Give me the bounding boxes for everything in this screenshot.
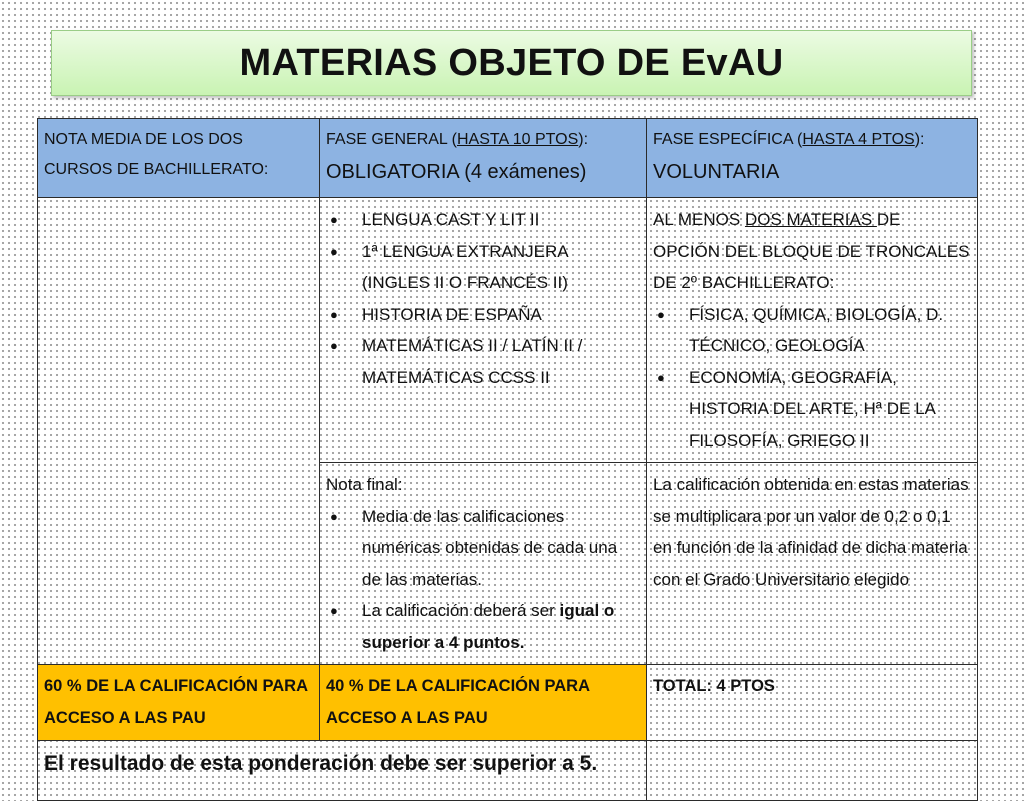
bullet-icon: ●: [330, 508, 338, 524]
bullet-icon: ●: [330, 212, 338, 227]
header-nota-line2: CURSOS DE BACHILLERATO:: [44, 161, 269, 178]
page-title: MATERIAS OBJETO DE EvAU: [239, 41, 784, 84]
specific-subjects-cell: [647, 198, 978, 463]
weight-60-text: 60 % DE LA CALIFICACIÓN PARA ACCESO A LAS PAU: [44, 677, 308, 727]
list-item: ● MATEMÁTICAS II / LATÍN II / MATEMÁTICAS CCSS II: [326, 330, 640, 393]
nota-final-cell: [320, 463, 647, 665]
subjects-row: [38, 198, 978, 463]
header-nota-media: [38, 119, 320, 198]
header-general-obligatoria: OBLIGATORIA (4 exámenes): [326, 161, 587, 183]
nota-final-label: Nota final:: [326, 475, 403, 494]
header-general-suffix: ):: [578, 131, 589, 148]
list-item: ● ECONOMÍA, GEOGRAFÍA, HISTORIA DEL ARTE, Hª DE LA FILOSOFÍA, GRIEGO II: [653, 362, 971, 457]
header-general-points: HASTA 10 PTOS: [457, 131, 579, 148]
header-especifica-prefix: FASE ESPECÍFICA (: [653, 131, 803, 148]
empty-nota-cell: [38, 198, 320, 665]
header-fase-especifica: [647, 119, 978, 198]
bullet-icon: ●: [657, 306, 665, 322]
specific-note-cell: [647, 463, 978, 665]
header-general-prefix: FASE GENERAL (: [326, 131, 457, 148]
header-especifica-suffix: ):: [914, 131, 925, 148]
specific-subjects-list: [653, 299, 971, 457]
general-subjects-list: [326, 204, 640, 393]
result-row: [38, 741, 978, 801]
nota-final-list: [326, 501, 640, 659]
bullet-icon: ●: [330, 306, 338, 322]
total-points: TOTAL: 4 PTOS: [653, 677, 775, 695]
evau-table: [37, 118, 978, 801]
list-item: ● La calificación deberá ser igual o superior a 4 puntos.: [326, 595, 640, 658]
weight-40-text: 40 % DE LA CALIFICACIÓN PARA ACCESO A LAS PAU: [326, 677, 590, 727]
header-row: [38, 119, 978, 198]
bullet-icon: ●: [657, 369, 665, 385]
title-banner: [51, 30, 972, 96]
bullet-icon: ●: [330, 243, 338, 259]
weight-60-cell: [38, 665, 320, 741]
weights-row: [38, 665, 978, 741]
list-item: ● Media de las calificaciones numéricas obtenidas de cada una de las materias.: [326, 501, 640, 596]
header-especifica-voluntaria: VOLUNTARIA: [653, 161, 780, 183]
total-cell: [647, 665, 978, 741]
list-item: ● LENGUA CAST Y LIT II: [326, 204, 640, 236]
list-item: ● FÍSICA, QUÍMICA, BIOLOGÍA, D. TÉCNICO, GEOLOGÍA: [653, 299, 971, 362]
header-especifica-points: HASTA 4 PTOS: [802, 131, 915, 148]
specific-note: La calificación obtenida en estas materias se multiplicara por un valor de 0,2 o 0,1 en función de la afinidad de dicha materia con el Grado Universitario elegido: [653, 475, 969, 589]
bullet-icon: ●: [330, 338, 338, 353]
list-item: ● 1ª LENGUA EXTRANJERA (INGLES II O FRANCÉS II): [326, 236, 640, 299]
header-fase-general: [320, 119, 647, 198]
list-item: ● HISTORIA DE ESPAÑA: [326, 299, 640, 331]
weight-40-cell: [320, 665, 647, 741]
bullet-icon: ●: [330, 603, 338, 618]
empty-result-cell: [647, 741, 978, 801]
result-cell: [38, 741, 647, 801]
header-nota-line1: NOTA MEDIA DE LOS DOS: [44, 131, 243, 148]
result-text: El resultado de esta ponderación debe ser superior a 5.: [44, 752, 598, 775]
general-subjects-cell: [320, 198, 647, 463]
specific-intro: AL MENOS DOS MATERIAS DE OPCIÓN DEL BLOQUE DE TRONCALES DE 2º BACHILLERATO:: [653, 210, 970, 292]
